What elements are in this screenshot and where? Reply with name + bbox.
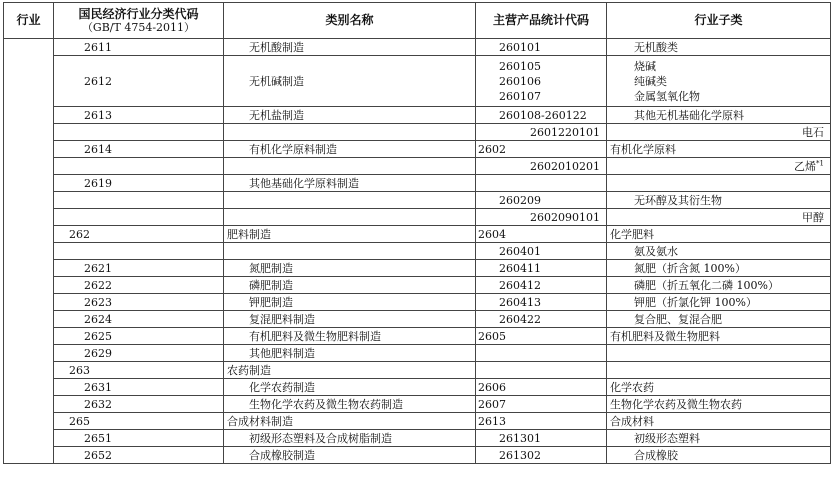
- table-row: [4, 124, 831, 141]
- table-row: [4, 430, 831, 447]
- subcategory: 氨及氨水: [607, 243, 831, 260]
- category-name: 肥料制造: [224, 226, 476, 243]
- subcategory: 合成橡胶: [607, 447, 831, 464]
- subcategory: 有机肥料及微生物肥料: [607, 328, 831, 345]
- subcategory: 生物化学农药及微生物农药: [607, 396, 831, 413]
- header-industry-code: [54, 3, 224, 39]
- category-name: 合成材料制造: [224, 413, 476, 430]
- industry-code: [54, 243, 224, 260]
- table-row: [4, 362, 831, 379]
- subcategory: 氮肥（折含氮 100%）: [607, 260, 831, 277]
- table-row: [4, 345, 831, 362]
- product-code: 2613: [476, 413, 607, 430]
- subcategory: 无机酸类: [607, 39, 831, 56]
- category-name: 复混肥料制造: [224, 311, 476, 328]
- product-code: 260209: [476, 192, 607, 209]
- industry-code: [54, 158, 224, 175]
- industry-code: 2651: [54, 430, 224, 447]
- header-code-line2: （GB/T 4754-2011）: [81, 20, 196, 34]
- product-code: 2602090101: [476, 209, 607, 226]
- footnote-marker: *1: [816, 158, 824, 167]
- header-category-name: 类别名称: [224, 3, 476, 39]
- table-row: [4, 328, 831, 345]
- category-name: 无机碱制造: [224, 56, 476, 107]
- subcategory: [607, 345, 831, 362]
- subcategory-list: [607, 56, 831, 107]
- industry-classification-table: [3, 2, 831, 464]
- industry-code: 2631: [54, 379, 224, 396]
- subcategory: 有机化学原料: [607, 141, 831, 158]
- product-code: 260412: [476, 277, 607, 294]
- category-name: [224, 209, 476, 226]
- header-product-code: 主营产品统计代码: [476, 3, 607, 39]
- category-name: [224, 158, 476, 175]
- industry-cell: [4, 39, 54, 464]
- category-name: 其他基础化学原料制造: [224, 175, 476, 192]
- table-row: [4, 209, 831, 226]
- product-code: 260411: [476, 260, 607, 277]
- table-row: [4, 294, 831, 311]
- industry-code: 2652: [54, 447, 224, 464]
- industry-code: 2632: [54, 396, 224, 413]
- industry-code: 2611: [54, 39, 224, 56]
- industry-code: 2624: [54, 311, 224, 328]
- category-name: [224, 124, 476, 141]
- product-code-list: [476, 56, 607, 107]
- category-name: 氮肥制造: [224, 260, 476, 277]
- industry-code: 265: [54, 413, 224, 430]
- product-code: [476, 345, 607, 362]
- product-code: 2604: [476, 226, 607, 243]
- product-code: 260106: [499, 74, 541, 88]
- table-row: [4, 107, 831, 124]
- product-code: 2601220101: [476, 124, 607, 141]
- industry-code: 2623: [54, 294, 224, 311]
- product-code: 260413: [476, 294, 607, 311]
- table-row: [4, 39, 831, 56]
- header-code-line1: 国民经济行业分类代码: [78, 6, 199, 21]
- category-name: 生物化学农药及微生物农药制造: [224, 396, 476, 413]
- table-row: [4, 311, 831, 328]
- subcategory: 电石: [607, 124, 831, 141]
- product-code: 261302: [476, 447, 607, 464]
- category-name: 初级形态塑料及合成树脂制造: [224, 430, 476, 447]
- category-name: 有机肥料及微生物肥料制造: [224, 328, 476, 345]
- industry-code: 2621: [54, 260, 224, 277]
- subcategory: 金属氢氧化物: [634, 89, 700, 103]
- table-row: [4, 226, 831, 243]
- table-row: [4, 56, 831, 107]
- category-name: [224, 243, 476, 260]
- subcategory: 无环醇及其衍生物: [607, 192, 831, 209]
- category-name: [224, 192, 476, 209]
- product-code: 260422: [476, 311, 607, 328]
- subcategory: 乙烯: [794, 159, 817, 173]
- category-name: 合成橡胶制造: [224, 447, 476, 464]
- table-row: [4, 243, 831, 260]
- category-name: 磷肥制造: [224, 277, 476, 294]
- table-header-row: [4, 3, 831, 39]
- product-code: 2602: [476, 141, 607, 158]
- industry-code: 2614: [54, 141, 224, 158]
- industry-code: 2622: [54, 277, 224, 294]
- industry-code: [54, 192, 224, 209]
- category-name: 有机化学原料制造: [224, 141, 476, 158]
- subcategory: 复合肥、复混合肥: [607, 311, 831, 328]
- industry-code: [54, 124, 224, 141]
- subcategory: 合成材料: [607, 413, 831, 430]
- product-code: 260105: [499, 59, 541, 73]
- table-row: [4, 379, 831, 396]
- product-code: 260101: [476, 39, 607, 56]
- category-name: 农药制造: [224, 362, 476, 379]
- subcategory-cell: [607, 158, 831, 175]
- industry-code: 2619: [54, 175, 224, 192]
- product-code: 260108-260122: [476, 107, 607, 124]
- subcategory: 甲醇: [607, 209, 831, 226]
- category-name: 化学农药制造: [224, 379, 476, 396]
- subcategory: 钾肥（折氯化钾 100%）: [607, 294, 831, 311]
- subcategory: 磷肥（折五氧化二磷 100%）: [607, 277, 831, 294]
- subcategory: [607, 362, 831, 379]
- header-industry: 行业: [4, 3, 54, 39]
- subcategory: 其他无机基础化学原料: [607, 107, 831, 124]
- table-row: [4, 396, 831, 413]
- table-row: [4, 192, 831, 209]
- product-code: 260401: [476, 243, 607, 260]
- industry-code: 2612: [54, 56, 224, 107]
- subcategory: 化学农药: [607, 379, 831, 396]
- product-code: 260107: [499, 89, 541, 103]
- industry-code: 262: [54, 226, 224, 243]
- subcategory: 纯碱类: [634, 74, 667, 88]
- subcategory: [607, 175, 831, 192]
- industry-code: [54, 209, 224, 226]
- table-body: [4, 39, 831, 464]
- table-row: [4, 413, 831, 430]
- industry-code: 263: [54, 362, 224, 379]
- category-name: 无机酸制造: [224, 39, 476, 56]
- table-row: [4, 277, 831, 294]
- product-code: 2605: [476, 328, 607, 345]
- subcategory: 初级形态塑料: [607, 430, 831, 447]
- product-code: 2606: [476, 379, 607, 396]
- industry-code: 2629: [54, 345, 224, 362]
- product-code: 2607: [476, 396, 607, 413]
- product-code: [476, 175, 607, 192]
- table-row: [4, 141, 831, 158]
- table-row: [4, 260, 831, 277]
- category-name: 钾肥制造: [224, 294, 476, 311]
- industry-code: 2625: [54, 328, 224, 345]
- category-name: 无机盐制造: [224, 107, 476, 124]
- product-code: 261301: [476, 430, 607, 447]
- subcategory: 化学肥料: [607, 226, 831, 243]
- table-row: [4, 158, 831, 175]
- subcategory: 烧碱: [634, 59, 656, 73]
- table-row: [4, 175, 831, 192]
- table-row: [4, 447, 831, 464]
- product-code: 2602010201: [476, 158, 607, 175]
- industry-code: 2613: [54, 107, 224, 124]
- category-name: 其他肥料制造: [224, 345, 476, 362]
- header-subcategory: 行业子类: [607, 3, 831, 39]
- product-code: [476, 362, 607, 379]
